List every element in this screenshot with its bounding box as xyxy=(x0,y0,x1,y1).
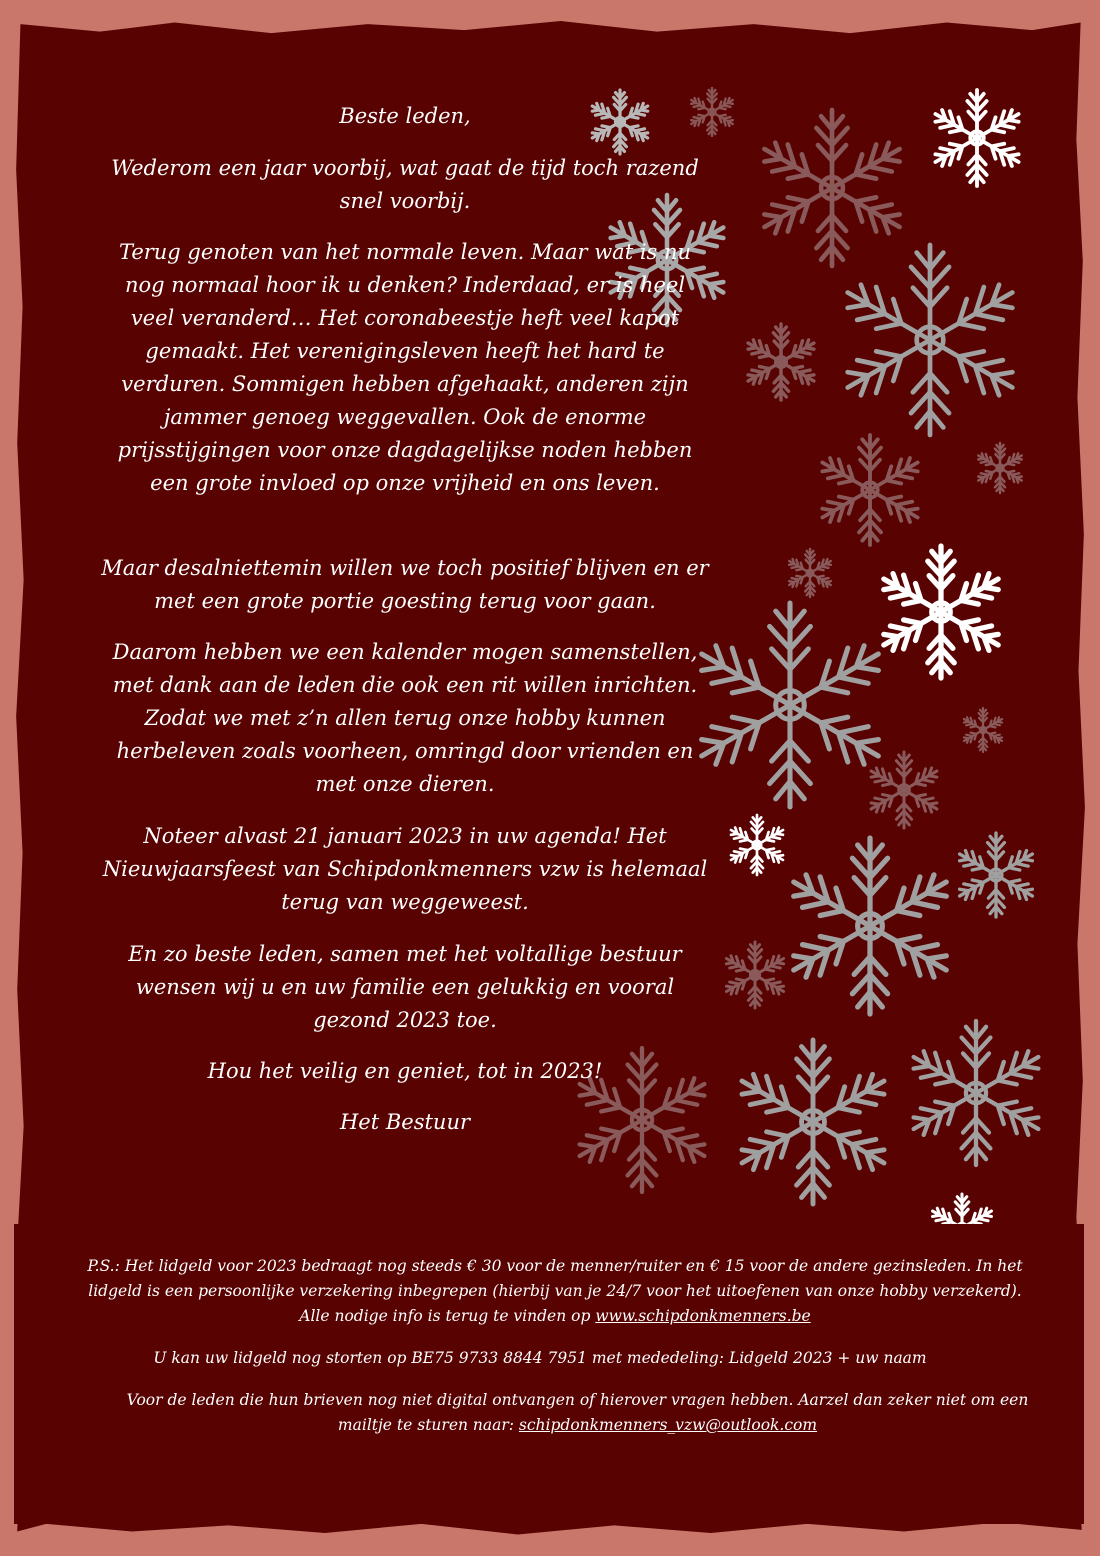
snowflake-icon xyxy=(877,546,1005,678)
snowflake-icon xyxy=(962,708,1005,752)
snowflake-icon xyxy=(728,815,786,875)
paragraph-5: Noteer alvast 21 januari 2023 in uw agenda! Het Nieuwjaarsfeest van Schipdonkmenners vzw is helemaal terug van weggeweest. xyxy=(102,824,708,914)
snowflake-icon xyxy=(906,1021,1045,1165)
email-link[interactable]: schipdonkmenners_vzw@outlook.com xyxy=(518,1416,818,1434)
snowflake-icon xyxy=(976,443,1024,493)
paragraph-4: Daarom hebben we een kalender mogen samenstellen, met dank aan de leden die ook een rit willen inrichten. Zodat we met z’n allen terug onze hobby kunnen herbeleven zoals voorheen, omringd door vrienden en met onze dieren. xyxy=(112,640,698,796)
snowflake-icon xyxy=(867,752,940,828)
snowflake-icon xyxy=(723,942,787,1008)
ps-note xyxy=(80,1254,1030,1329)
paragraph-2: Terug genoten van het normale leven. Maar wat is nu nog normaal hoor ik u denken? Inderdaad, er is heel veel veranderd… Het coronabeestje heft veel kapot gemaakt. Het verenigingsleven heeft het hard te verduren. Sommigen hebben afgehaakt, anderen zijn jammer genoeg weggevallen. Ook de enorme prijsstijgingen voor onze dagdagelijkse noden hebben een grote invloed op onze vrijheid en ons leven. xyxy=(117,240,693,495)
contact-note xyxy=(110,1388,1045,1438)
greeting: Beste leden, xyxy=(339,104,471,128)
snowflake-icon xyxy=(757,110,908,266)
snowflake-icon xyxy=(691,603,888,807)
ps-text: P.S.: Het lidgeld voor 2023 bedraagt nog steeds € 30 voor de menner/ruiter en € 15 voor de andere gezinsleden. In het lidgeld is een persoonlijke verzekering inbegrepen (hierbij van je 24/7 voor het uitoefenen van onze hobby verzekerd). Alle nodige info is terug te vinden op xyxy=(87,1257,1023,1325)
paragraph-6: En zo beste leden, samen met het voltallige bestuur wensen wij u en uw familie een gelukkig en vooral gezond 2023 toe. xyxy=(128,942,682,1032)
closing-line: Hou het veilig en geniet, tot in 2023! xyxy=(207,1059,603,1083)
snowflake-icon xyxy=(787,549,833,597)
snowflake-icon xyxy=(955,833,1036,917)
snowflake-icon xyxy=(817,435,923,545)
paragraph-3: Maar desalniettemin willen we toch positief blijven en er met een grote portie goesting terug voor gaan. xyxy=(101,556,709,613)
snowflake-icon xyxy=(931,90,1024,186)
payment-note: U kan uw lidgeld nog storten op BE75 9733 8844 7951 met mededeling: Lidgeld 2023 + uw naam xyxy=(153,1349,927,1367)
snowflake-icon xyxy=(785,838,955,1014)
contact-text: Voor de leden die hun brieven nog niet digital ontvangen of hierover vragen hebben. Aarzel dan zeker niet om een mailtje te sturen naar: xyxy=(126,1391,1029,1434)
snowflake-icon xyxy=(734,1040,892,1204)
website-link[interactable]: www.schipdonkmenners.be xyxy=(595,1307,811,1325)
signature: Het Bestuur xyxy=(339,1110,471,1134)
snowflake-icon xyxy=(744,324,817,400)
snowflake-icon xyxy=(838,245,1022,435)
paragraph-1: Wederom een jaar voorbij, wat gaat de tijd toch razend snel voorbij. xyxy=(111,156,699,213)
